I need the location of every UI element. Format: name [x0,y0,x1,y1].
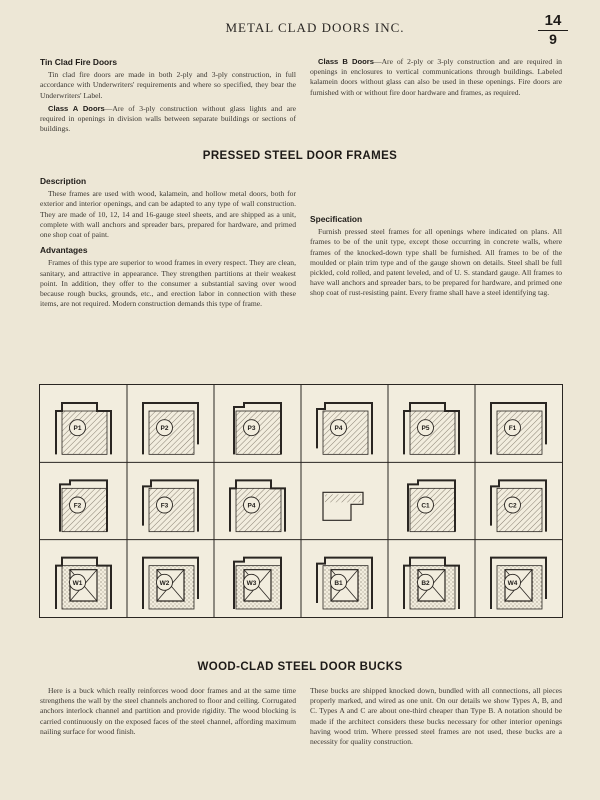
frame-detail-cell [60,480,107,531]
tin-clad-heading: Tin Clad Fire Doors [40,57,118,67]
pressed-steel-title: PRESSED STEEL DOOR FRAMES [202,150,398,162]
wood-clad-text-left: Here is a buck which really reinforces wood door frames and at the same time strengthens the wall by the steel channels anchored to floor and ceiling. Corrugated anchors interlock channel and partition and provide rigidity. The wood blocking is carried continuously on the exposed faces of the steel channel, affording maximum nailing surface for wood finish. [40,686,296,736]
frame-detail-cell [234,403,281,454]
detail-label: P4 [334,425,343,433]
class-b-label: Class B Doors [318,57,374,66]
frame-detail-cell [491,480,546,531]
wood-clad-title: WOOD-CLAD STEEL DOOR BUCKS [197,661,403,673]
class-a-label: Class A Doors [48,103,105,113]
detail-label: W1 [72,579,83,587]
detail-label: W2 [159,579,170,587]
detail-label: P1 [73,425,82,433]
detail-label: F2 [73,502,82,510]
advantages-text: Frames of this type are superior to wood frames in every respect. They are clean, sanitary, and attractive in appearance. They strengthen partitions at their weakest point. In addition, they offer to the consumer a substantial saving over wood because rough bucks, grounds, etc., and erection labor in connection with these items, are not required. Modern construction demands this type of frame. [40,258,296,309]
frame-detail-cell [143,558,198,609]
frame-detail-cell [230,480,285,531]
tin-clad-left-column [40,57,296,137]
frame-detail-cell [404,558,459,609]
frame-detail-cell [56,403,111,454]
detail-label: B1 [334,579,343,587]
frame-detail-cell [317,558,372,609]
specification-text: Furnish pressed steel frames for all openings where indicated on plans. All frames to be of the unit type, except those occurring in concrete walls, where frames of the knocked-down type shall be furnished. All frames to be of the moulded or plain trim type and of the gauge shown on details. Steel shall be full pickled, cold rolled, and patent leveled, and of U. S. standard gauge. All frames to have wall anchors and spreader bars, to be prepared for hardware, and primed one shop coat of rust-resisting paint. Every frame shall have a steel identifying tag. [310,227,562,298]
wood-clad-text-right: These bucks are shipped knocked down, bundled with all connections, all pieces properly marked, and wired as one unit. On our details we show Types A, B, and C. Types A and C are about one-third cheaper than Type B. A notation should be made if the architect considers these bucks necessary for other interior openings having wood trim. Where pressed steel frames are not used, these bucks are a necessity for quality construction. [310,686,562,747]
frame-detail-cell [143,403,198,454]
detail-label: P3 [247,425,256,433]
frame-detail-cell [408,480,455,531]
frame-detail-cell [491,403,546,454]
frame-details-svg [40,385,562,617]
frame-detail-cell [56,558,111,609]
tin-clad-right-column [310,57,562,101]
class-b-paragraph [310,57,562,98]
detail-label: W4 [507,579,518,587]
specification-heading: Specification [310,214,363,224]
frame-detail-cell [143,480,198,531]
tin-clad-intro: Tin clad fire doors are made in both 2-ply and 3-ply construction, in full accordance with Underwriters' requirements and where so specified, they bear the Underwriters' Label. [40,70,296,100]
wood-clad-left-column [40,686,296,740]
description-heading: Description [40,176,87,186]
page-number [538,12,568,47]
detail-label: F1 [508,425,517,433]
frame-detail-cell [491,558,546,609]
detail-label: C2 [508,502,517,510]
wood-clad-right-column [310,686,562,750]
class-a-paragraph [40,104,296,135]
frame-detail-cell [404,403,459,454]
class-a-text: —Are of 3-ply construction without glass lights and are required in openings in division walls between separate buildings or sections of buildings. [40,103,297,134]
detail-label: P2 [160,425,169,433]
frame-detail-cell [323,492,363,520]
frame-details-drawing [39,384,563,618]
detail-label: B2 [421,579,430,587]
detail-label: P5 [421,425,430,433]
detail-label: W3 [246,579,257,587]
pressed-steel-left-column [40,176,296,312]
advantages-heading: Advantages [40,245,88,256]
class-b-text: —Are of 2-ply or 3-ply construction and are required in openings in enclosures to vertical communications through buildings. Labeled kalamein doors without glass can also be used in these openings. Fire doors are furnished with or without fire door hardware and frames, as required. [310,57,562,97]
detail-label: P4 [247,502,256,510]
page-number-sub: 9 [538,30,568,47]
page-header-title: METAL CLAD DOORS INC. [225,20,405,35]
frame-detail-cell [234,558,281,609]
detail-label: F3 [160,502,169,510]
pressed-steel-right-column [310,214,562,302]
frame-detail-cell [317,403,372,454]
page-number-main: 14 [544,12,562,29]
description-text: These frames are used with wood, kalamein, and hollow metal doors, both for exterior and interior openings, and can be adapted to any type of wall construction. They are made of 10, 12, 14 and 16-gauge steel sheets, and are shipped as a unit, complete with wall anchors and spreader bars, prepared for hardware, and primed one shop coat of paint. [40,189,296,240]
detail-label: C1 [421,502,430,510]
